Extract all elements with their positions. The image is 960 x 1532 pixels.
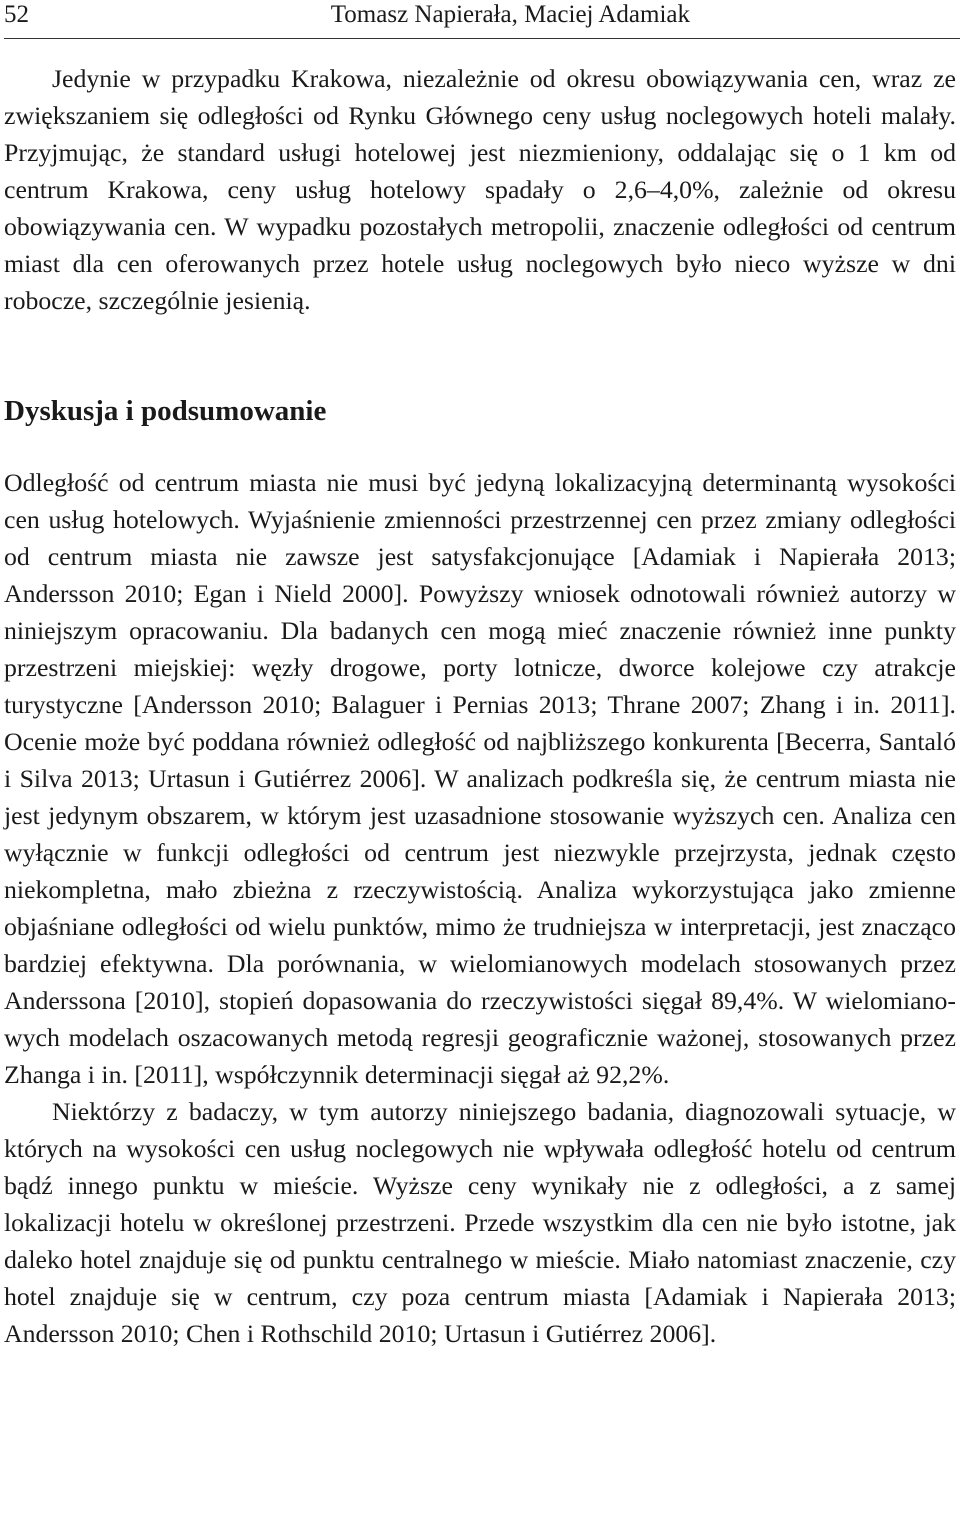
paragraph-location-effects: Niektórzy z badaczy, w tym autorzy niniejszego badania, diagnozowali sytuacje, w których na wysokości cen usług noclegowych nie wpływała odległość hotelu od centrum bądź innego punktu w mieście. Wyższe ceny wynikały nie z odległości, a z samej lokalizacji hotelu w określonej przestrzeni. Przede wszystkim dla cen nie było istotne, jak daleko hotel znajduje się od punktu centralnego w mieście. Miało natomiast znaczenie, czy hotel znajduje się w centrum, czy poza centrum miasta [Adamiak i Napierała 2013; Andersson 2010; Chen i Rothschild 2010; Urtasun i Gutiérrez 2006]. <box>4 1097 956 1348</box>
page-body <box>4 60 956 1352</box>
paragraph-krakow-prices: Jedynie w przypadku Krakowa, niezależnie od okresu obowiązywania cen, wraz ze zwiększaniem się odległości od Rynku Głównego ceny usług noclegowych hoteli malały. Przyjmując, że standard usługi hotelowej jest niezmieniony, oddalając się o 1 km od centrum Krakowa, ceny usług hotelowy spadały o 2,6–4,0%, zależnie od okresu obowiązywania cen. W wypadku pozostałych metropolii, znaczenie odległości od centrum miast dla cen oferowanych przez hotele usług noclegowych było nieco wyższe w dni robocze, szczególnie jesienią. <box>4 64 956 315</box>
running-head-authors: Tomasz Napierała, Maciej Adamiak <box>330 1 690 28</box>
page-number: 52 <box>4 1 29 28</box>
paragraph-discussion: Odległość od centrum miasta nie musi być jedyną lokalizacyjną determinantą wysokości cen usług hotelowych. Wyjaśnienie zmienności przestrzennej cen przez zmiany odległości od centrum miasta nie zawsze jest satysfakcjonujące [Adamiak i Napierała 2013; Andersson 2010; Egan i Nield 2000]. Powyższy wniosek odnotowali również autorzy w niniejszym opracowaniu. Dla badanych cen mogą mieć znaczenie również inne punkty przestrzeni miejskiej: węzły drogowe, porty lotnicze, dworce kolejowe czy atrakcje turystyczne [Andersson 2010; Balaguer i Pernias 2013; Thrane 2007; Zhang i in. 2011]. Ocenie może być poddana również odległość od najbliższego konkurenta [Becerra, Santaló i Silva 2013; Urtasun i Gutiérrez 2006]. W analizach podkreśla się, że centrum miasta nie jest jedynym obszarem, w którym jest uzasadnione stosowanie wyższych cen. Analiza cen wyłącznie w funkcji odległości od centrum jest niezwykle przejrzysta, jednak często niekompletna, mało zbieżna z rzeczywistością. Analiza wykorzystująca jako zmienne objaśniane odległości od wielu punktów, mimo że trudniejsza w interpretacji, jest znacząco bardziej efektywna. Dla porównania, w wielomianowych modelach stosowanych przez Anderssona [2010], stopień dopasowania do rzeczywistości sięgał 89,4%. W wielomianowych modelach oszacowanych metodą regresji geograficznie ważonej, stosowanych przez Zhanga i in. [2011], współczynnik determinacji sięgał aż 92,2%. <box>4 468 956 1089</box>
section-heading: Dyskusja i podsumowanie <box>4 395 327 427</box>
page-header <box>4 0 960 39</box>
